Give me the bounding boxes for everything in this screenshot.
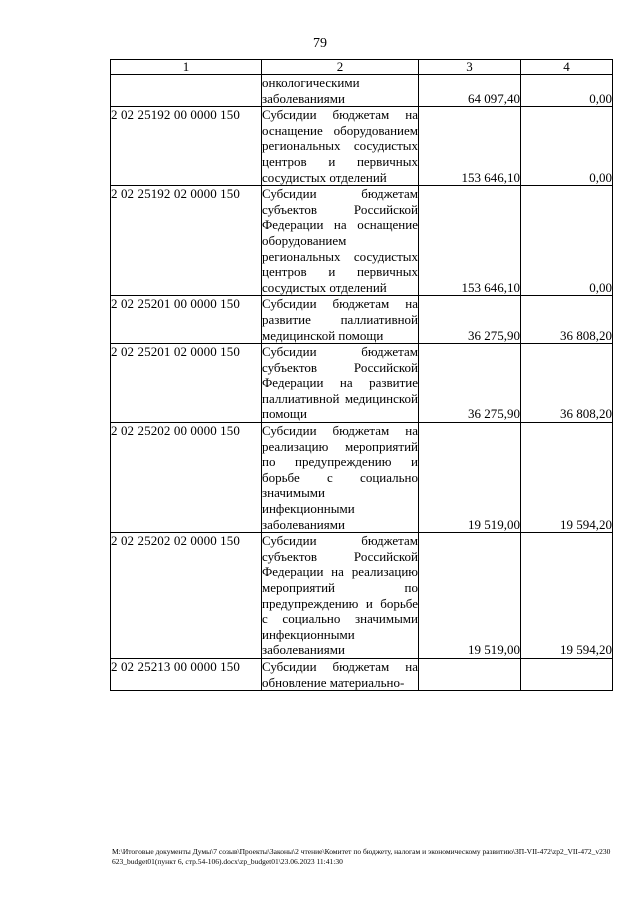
table-header-row: [111, 60, 613, 75]
row-amount-col4: 19 594,20: [521, 423, 613, 533]
row-amount-col3: 153 646,10: [419, 107, 521, 186]
row-amount-col4: 19 594,20: [521, 533, 613, 659]
row-name: Субсидии бюджетам субъектов Российской Федерации на оснащение оборудованием региональных сосудистых центров и первичных сосудистых отделений: [262, 186, 418, 295]
row-amount-col3: 19 519,00: [419, 533, 521, 659]
row-name: Субсидии бюджетам на развитие паллиативной медицинской помощи: [262, 296, 418, 343]
row-amount-col3: 19 519,00: [419, 423, 521, 533]
row-amount-col4: 36 808,20: [521, 344, 613, 423]
row-name: Субсидии бюджетам субъектов Российской Федерации на развитие паллиативной медицинской помощи: [262, 344, 418, 422]
header-col-1: 1: [111, 60, 262, 75]
row-name: онкологическими заболеваниями: [262, 75, 419, 107]
budget-table: [110, 59, 613, 691]
row-code: 2 02 25192 00 0000 150: [111, 107, 262, 186]
row-amount-col4: 0,00: [521, 186, 613, 296]
row-amount-col4: 36 808,20: [521, 296, 613, 344]
table-row: [111, 344, 613, 423]
table-row: [111, 296, 613, 344]
row-code: 2 02 25202 02 0000 150: [111, 533, 262, 659]
row-amount-col3: 64 097,40: [419, 75, 521, 107]
row-name: Субсидии бюджетам на оснащение оборудованием региональных сосудистых центров и первичных сосудистых отделений: [262, 107, 418, 185]
row-name: Субсидии бюджетам субъектов Российской Федерации на реализацию мероприятий по предупреждению и борьбе с социально значимыми инфекционными заболеваниями: [262, 533, 418, 658]
table-row: [111, 186, 613, 296]
table-row: [111, 107, 613, 186]
table-row: [111, 423, 613, 533]
page-number: 79: [313, 36, 327, 51]
row-amount-col3: 153 646,10: [419, 186, 521, 296]
row-amount-col4: [521, 658, 613, 690]
header-col-4: 4: [521, 60, 613, 75]
row-code: 2 02 25192 02 0000 150: [111, 186, 262, 296]
row-name: Субсидии бюджетам на обновление материально-: [262, 658, 418, 690]
row-amount-col3: 36 275,90: [419, 296, 521, 344]
row-code: [111, 75, 262, 107]
table-row: [111, 75, 613, 107]
row-code: 2 02 25202 00 0000 150: [111, 423, 262, 533]
row-code: 2 02 25201 02 0000 150: [111, 344, 262, 423]
row-code: 2 02 25213 00 0000 150: [111, 658, 262, 690]
row-code: 2 02 25201 00 0000 150: [111, 296, 262, 344]
row-amount-col4: 0,00: [521, 107, 613, 186]
header-col-2: 2: [262, 60, 419, 75]
row-amount-col4: 0,00: [521, 75, 613, 107]
table-row: [111, 658, 613, 690]
table-row: [111, 533, 613, 659]
file-path-footer: M:\Итоговые документы Думы\7 созыв\Проекты\Законы\2 чтение\Комитет по бюджету, налогам и экономическому развитию\ЗП-VII-472\zp2_VII-472_v230623_budget01(пункт 6, стр.54-106).docx\zp_budget01\23.06.2023 11:41:30: [112, 847, 611, 866]
row-amount-col3: 36 275,90: [419, 344, 521, 423]
row-amount-col3: [419, 658, 521, 690]
header-col-3: 3: [419, 60, 521, 75]
row-name: Субсидии бюджетам на реализацию мероприятий по предупреждению и борьбе с социально значимыми инфекционными заболеваниями: [262, 423, 418, 532]
